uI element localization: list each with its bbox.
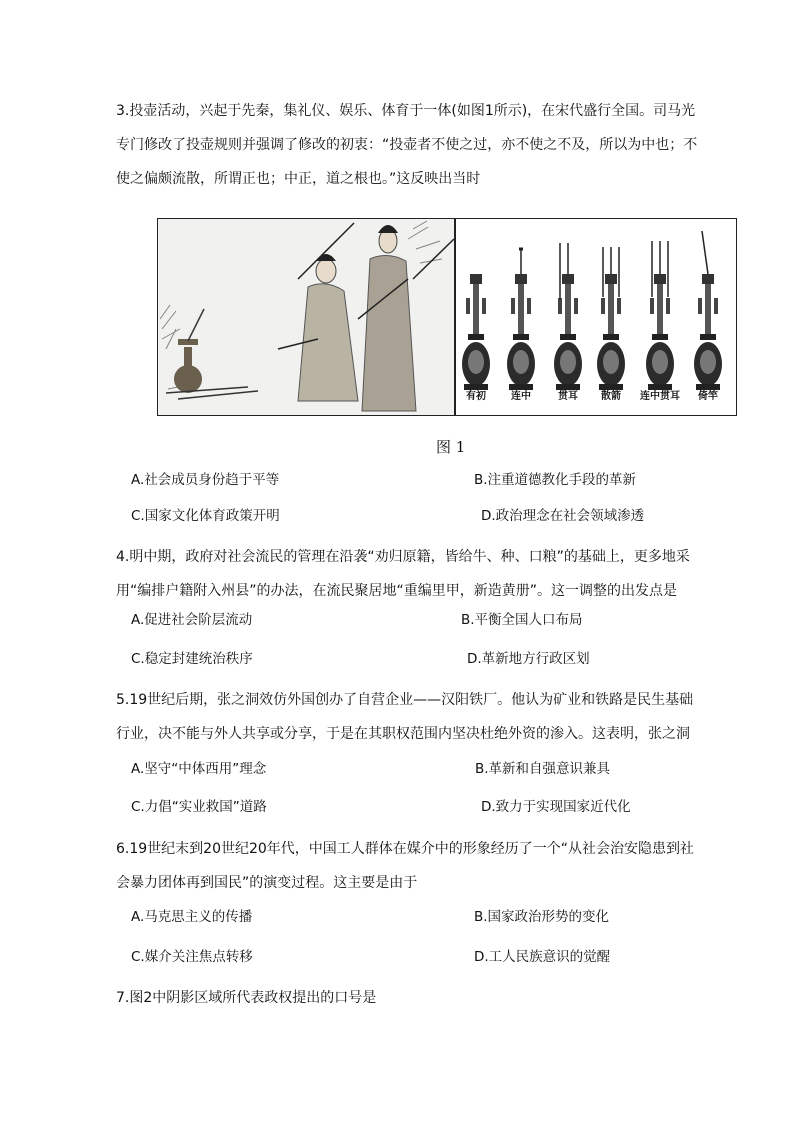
touhu-painting [158, 219, 454, 415]
q6-option-c[interactable]: C.媒介关注焦点转移 [131, 949, 253, 965]
pot-label: 倚竿 [698, 391, 718, 402]
q6-option-b[interactable]: B.国家政治形势的变化 [474, 909, 610, 925]
pot-lianzhongguaner [646, 241, 674, 390]
pot-label: 散箭 [601, 391, 621, 402]
pot-label: 贯耳 [558, 391, 578, 402]
q4-option-d[interactable]: D.革新地方行政区划 [467, 651, 590, 667]
q6-stem: 6.19世纪末到20世纪20年代，中国工人群体在媒介中的形象经历了一个“从社会治安隐患到社会暴力团体再到国民”的演变过程。这主要是由于 [116, 841, 695, 891]
pot-yigan [694, 231, 722, 390]
q7-stem: 7.图2中阴影区域所代表政权提出的口号是 [116, 990, 377, 1006]
pot-youchu [462, 274, 490, 390]
q5-option-b[interactable]: B.革新和自强意识兼具 [475, 761, 611, 777]
pot-label: 有初 [466, 391, 486, 402]
q6-option-a[interactable]: A.马克思主义的传播 [131, 909, 253, 925]
pot-guaner [554, 243, 582, 390]
q3-option-d[interactable]: D.政治理念在社会领域渗透 [481, 508, 645, 524]
q4-stem: 4.明中期，政府对社会流民的管理在沿袭“劝归原籍，皆给牛、种、口粮”的基础上，更多地采用“编排户籍附入州县”的办法，在流民聚居地“重编里甲，新造黄册”。这一调整的出发点是 [116, 549, 690, 599]
pot-illustration [166, 309, 258, 399]
pot-label: 连中贯耳 [640, 391, 680, 402]
q4-option-b[interactable]: B.平衡全国人口布局 [461, 612, 583, 628]
player-figure-right [358, 225, 454, 411]
q6-option-d[interactable]: D.工人民族意识的觉醒 [474, 949, 611, 965]
player-figure-left [278, 223, 358, 401]
q3-option-a[interactable]: A.社会成员身份趋于平等 [131, 472, 280, 488]
figure-1 [157, 218, 737, 416]
q4-option-a[interactable]: A.促进社会阶层流动 [131, 612, 253, 628]
q3-option-c[interactable]: C.国家文化体育政策开明 [131, 508, 280, 524]
pot-diagrams [456, 219, 736, 415]
q3-stem: 3.投壶活动，兴起于先秦，集礼仪、娱乐、体育于一体(如图1所示)，在宋代盛行全国。司马光专门修改了投壶规则并强调了修改的初衷：“投壶者不使之过，亦不使之不及，所以为中也；不使之偏颇流散，所谓正也；中正，道之根也。”这反映出当时 [116, 103, 698, 187]
pot-lianzhong [507, 249, 535, 390]
q4-option-c[interactable]: C.稳定封建统治秩序 [131, 651, 253, 667]
q5-stem: 5.19世纪后期，张之洞效仿外国创办了自营企业——汉阳铁厂。他认为矿业和铁路是民生基础行业，决不能与外人共享或分享，于是在其职权范围内坚决杜绝外资的渗入。这表明，张之洞 [116, 692, 694, 742]
q5-option-a[interactable]: A.坚守“中体西用”理念 [131, 761, 267, 777]
q3-option-b[interactable]: B.注重道德教化手段的革新 [474, 472, 637, 488]
figure-caption: 图 1 [436, 438, 466, 456]
q5-option-c[interactable]: C.力倡“实业救国”道路 [131, 799, 267, 815]
q5-option-d[interactable]: D.致力于实现国家近代化 [481, 799, 631, 815]
pot-label: 连中 [511, 391, 531, 402]
pot-sanjian [597, 247, 625, 390]
